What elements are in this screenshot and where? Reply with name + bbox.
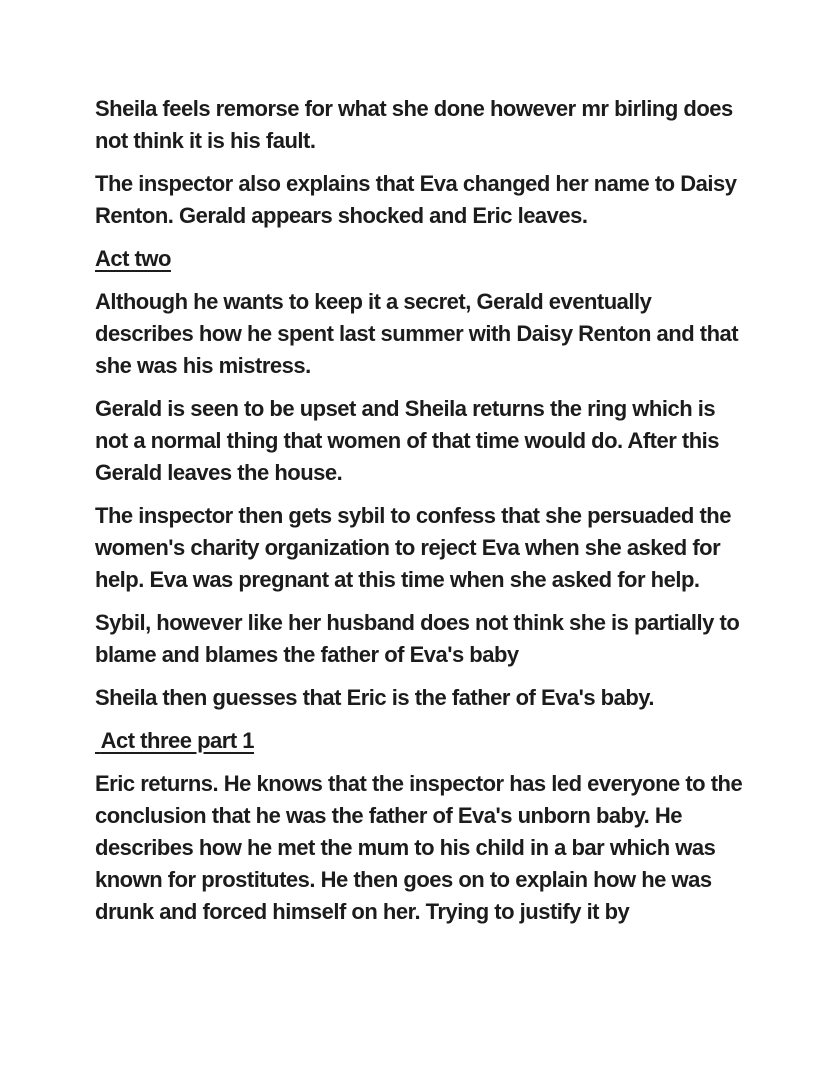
paragraph: Gerald is seen to be upset and Sheila returns the ring which is not a normal thing that women of that time would do. After this Gerald leaves the house. <box>95 396 719 485</box>
paragraph: Eric returns. He knows that the inspector has led everyone to the conclusion that he was the father of Eva's unborn baby. He describes how he met the mum to his child in a bar which was known for prostitutes. He then goes on to explain how he was drunk and forced himself on her. Trying to justify it by <box>95 771 743 924</box>
paragraph: Sheila feels remorse for what she done however mr birling does not think it is his fault. <box>95 96 733 153</box>
paragraph: The inspector then gets sybil to confess that she persuaded the women's charity organization to reject Eva when she asked for help. Eva was pregnant at this time when she asked for help. <box>95 503 731 592</box>
document-content <box>95 93 743 939</box>
paragraph: Sheila then guesses that Eric is the father of Eva's baby. <box>95 685 655 710</box>
section-heading: Act two <box>95 246 171 271</box>
paragraph: Although he wants to keep it a secret, Gerald eventually describes how he spent last summer with Daisy Renton and that she was his mistress. <box>95 289 739 378</box>
paragraph: Sybil, however like her husband does not think she is partially to blame and blames the father of Eva's baby <box>95 610 740 667</box>
section-heading: Act three part 1 <box>95 728 255 753</box>
paragraph: The inspector also explains that Eva changed her name to Daisy Renton. Gerald appears shocked and Eric leaves. <box>95 171 737 228</box>
